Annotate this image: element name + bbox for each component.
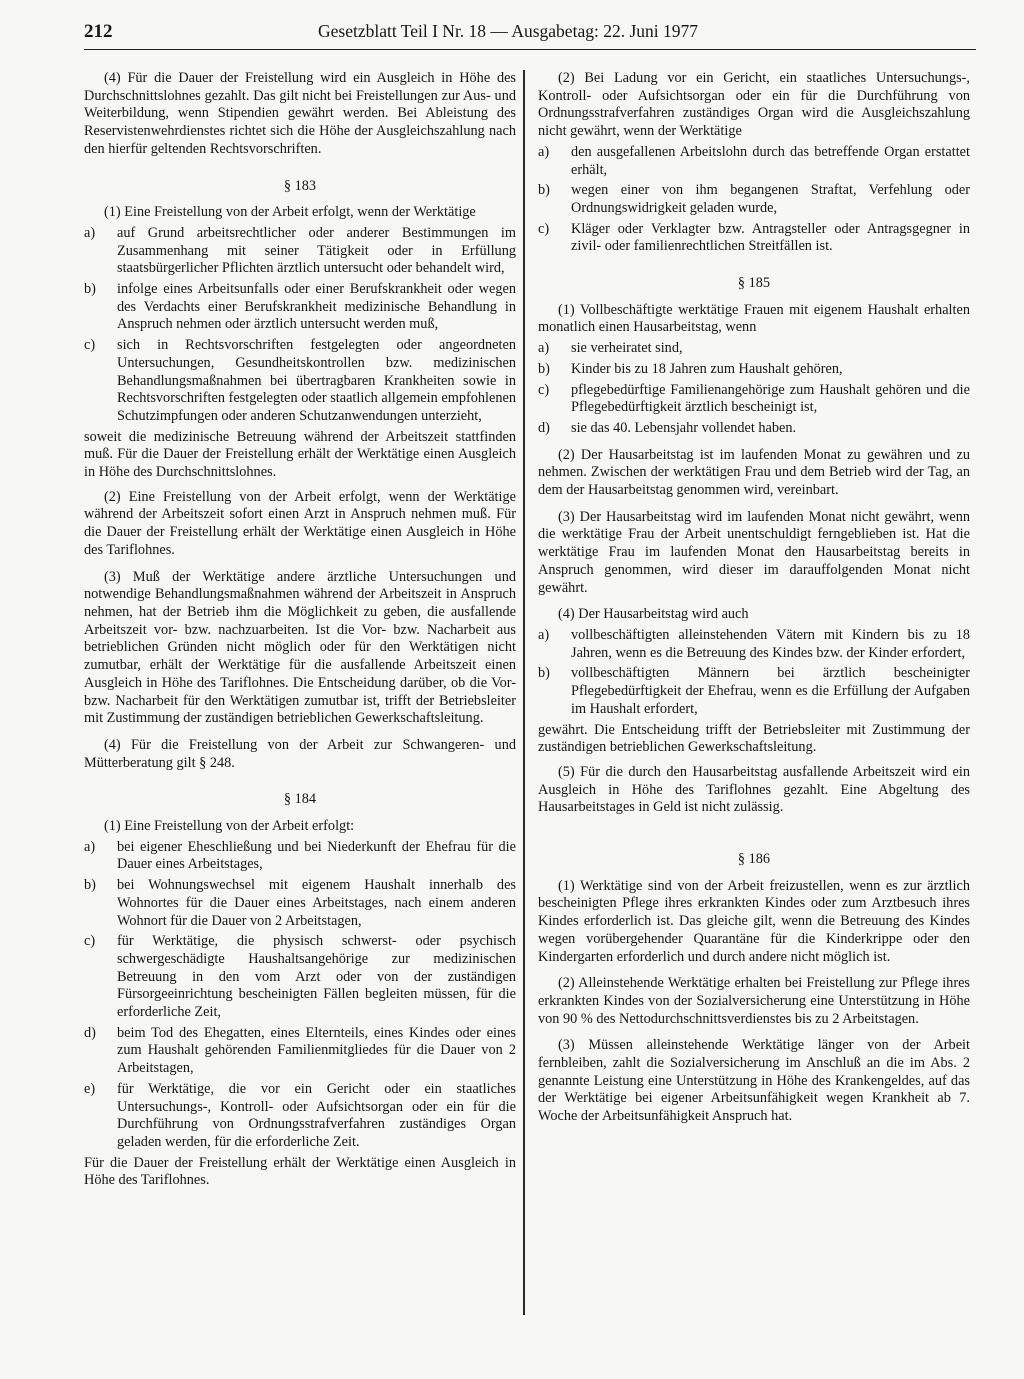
- paragraph-183-2: (2) Eine Freistellung von der Arbeit erfolgt, wenn der Werktätige während der Arbeitszeit sofort einen Arzt in Anspruch nehmen muß. Für die Dauer der Freistellung erhält der Werktätige einen Ausgleich in Höhe des Tariflohnes.: [84, 488, 516, 558]
- list-item: [538, 420, 970, 438]
- list-item-label: e): [84, 1080, 96, 1097]
- list-item: [538, 665, 970, 718]
- section-heading-185: § 185: [737, 275, 771, 292]
- list-item-text: pflegebedürftige Familienangehörige zum Haushalt gehören und die Pflegebedürftigkeit ärztlich bescheinigt ist,: [571, 381, 970, 416]
- list-item-label: b): [538, 182, 550, 199]
- list-item-label: b): [538, 665, 550, 682]
- paragraph-185-1-lead: (1) Vollbeschäftigte werktätige Frauen mit eigenem Haushalt erhalten monatlich einen Hausarbeitstag, wenn: [538, 301, 970, 336]
- list-item-text: Kläger oder Verklagter bzw. Antragsteller oder Antragsgegner in zivil- oder familienrechtlichen Streitfällen ist.: [571, 220, 970, 255]
- list-item-label: a): [538, 340, 550, 357]
- paragraph-185-3: (3) Der Hausarbeitstag wird im laufenden Monat nicht gewährt, wenn die werktätige Frau der Arbeit unentschuldigt ferngeblieben ist. Hat die werktätige Frau im laufenden Monat den Hausarbeitstag bereits in Anspruch genommen, wird dieser im darauffolgenden Monat nicht gewährt.: [538, 508, 970, 596]
- paragraph-185-2: (2) Der Hausarbeitstag ist im laufenden Monat zu gewähren und zu nehmen. Zwischen der werktätigen Frau und dem Betrieb wird der Tag, an dem der Hausarbeitstag genommen wird, vereinbart.: [538, 446, 970, 499]
- list-item-text: Kinder bis zu 18 Jahren zum Haushalt gehören,: [571, 360, 843, 377]
- page-number: 212: [84, 21, 113, 42]
- paragraph-183-1-lead: (1) Eine Freistellung von der Arbeit erfolgt, wenn der Werktätige: [104, 204, 476, 221]
- list-item-text: bei eigener Eheschließung und bei Niederkunft der Ehefrau für die Dauer eines Arbeitstages,: [117, 838, 516, 873]
- paragraph-184-2-lead: (2) Bei Ladung vor ein Gericht, ein staatliches Untersuchungs-, Kontroll- oder Aufsichtsorgan oder ein für die Durchführung von Ordnungsstrafverfahren zuständiges Organ wird die Ausgleichszahlung nicht gewährt, wenn der Werktätige: [538, 70, 970, 140]
- list-item-text: den ausgefallenen Arbeitslohn durch das betreffende Organ erstattet erhält,: [571, 143, 970, 178]
- list-item-label: c): [538, 381, 550, 398]
- list-item: [84, 225, 516, 278]
- paragraph-186-1: (1) Werktätige sind von der Arbeit freizustellen, wenn es zur ärztlich bescheinigten Pflege ihres erkrankten Kindes oder zum Arztbesuch ihres Kindes erforderlich ist. Das gleiche gilt, wenn die Betreuung des Kindes wegen vorübergehender Quarantäne für die Kinderkrippe oder den Kindergarten erforderlich und durch andere nicht möglich ist.: [538, 877, 970, 965]
- paragraph-182-4: (4) Für die Dauer der Freistellung wird ein Ausgleich in Höhe des Durchschnittslohnes gezahlt. Das gilt nicht bei Freistellungen zur Aus- und Weiterbildung, wenn Stipendien gewährt werden. Bei Ableistung des Reservistenwehrdienstes richtet sich die Höhe der Ausgleichszahlung nach den hierfür geltenden Rechtsvorschriften.: [84, 70, 516, 157]
- section-heading-186: § 186: [737, 851, 771, 868]
- list-item: [84, 839, 516, 874]
- paragraph-186-2: (2) Alleinstehende Werktätige erhalten bei Freistellung zur Pflege ihres erkrankten Kindes von der Sozialversicherung eine Unterstützung in Höhe von 90 % des Nettodurchschnittsverdienstes bis zu 2 Arbeitstagen.: [538, 975, 970, 1027]
- list-item-text: beim Tod des Ehegatten, eines Elternteils, eines Kindes oder eines zum Haushalt gehörenden Familienmitgliedes für die Dauer von 2 Arbeitstagen,: [117, 1024, 516, 1077]
- list-item-label: b): [84, 877, 96, 894]
- list-item-label: c): [538, 220, 550, 237]
- paragraph-183-3: (3) Muß der Werktätige andere ärztliche Untersuchungen und notwendige Behandlungsmaßnahmen während der Arbeitszeit in Anspruch nehmen, hat der Betrieb ihm die Möglichkeit zu geben, die ausfallende Arbeitszeit vor- bzw. nachzuarbeiten. Ist die Vor- bzw. Nacharbeit aus betrieblichen Gründen nicht möglich oder für den Werktätigen nicht zumutbar, erhält der Werktätige für die ausfallende Arbeitszeit einen Ausgleich in Höhe des Tariflohnes. Die Entscheidung darüber, ob die Vor- bzw. Nacharbeit für den Werktätigen zumutbar ist, trifft der Betriebsleiter mit Zustimmung der zuständigen betrieblichen Gewerkschaftsleitung.: [84, 568, 516, 727]
- list-item-text: sie das 40. Lebensjahr vollendet haben.: [571, 419, 797, 436]
- list-item-label: d): [84, 1024, 96, 1041]
- list-item-label: a): [538, 626, 550, 643]
- list-item: [538, 361, 970, 379]
- list-item-text: sich in Rechtsvorschriften festgelegten oder angeordneten Untersuchungen, Gesundheitskontrollen bzw. medizinischen Behandlungsmaßnahmen bei übertragbaren Krankheiten sowie in Rechtsvorschriften festgelegten oder staatlich allgemein empfohlenen Schutzimpfungen oder anderen Schutzanwendungen unterzieht,: [117, 337, 516, 424]
- list-item-text: für Werktätige, die vor ein Gericht oder ein staatliches Untersuchungs-, Kontroll- oder Aufsichtsorgan oder ein für die Durchführung von Ordnungsstrafverfahren zuständiges Organ geladen werden, für die erforderliche Zeit.: [117, 1080, 516, 1150]
- list-item: [84, 1081, 516, 1152]
- list-item-text: bei Wohnungswechsel mit eigenem Haushalt innerhalb des Wohnortes für die Dauer eines Arbeitstages, nach einem anderen Wohnort für die Dauer von 2 Arbeitstagen,: [117, 877, 516, 929]
- section-heading-183: § 183: [283, 177, 317, 194]
- list-item-text: infolge eines Arbeitsunfalls oder einer Berufskrankheit oder wegen des Verdachts einer Berufskrankheit medizinische Behandlung in Anspruch nehmen oder ärztlich untersucht werden muß,: [117, 281, 516, 333]
- list-item: [84, 337, 516, 426]
- list-item: [538, 382, 970, 417]
- list-item: [538, 221, 970, 256]
- right-column: [538, 70, 970, 1135]
- paragraph-185-4-lead: (4) Der Hausarbeitstag wird auch: [558, 606, 749, 623]
- list-item: [84, 877, 516, 930]
- gazette-header-title: Gesetzblatt Teil I Nr. 18 — Ausgabetag: 22. Juni 1977: [318, 21, 698, 41]
- list-item: [538, 182, 970, 217]
- paragraph-185-4-tail: gewährt. Die Entscheidung trifft der Betriebsleiter mit Zustimmung der zuständigen betrieblichen Gewerkschaftsleitung.: [538, 721, 970, 756]
- list-item-text: für Werktätige, die physisch schwerst- oder psychisch schwergeschädigte Haushaltsangehörige zur medizinischen Betreuung in den vom Arzt oder von der zuständigen Fürsorgeeinrichtung bescheinigten Fällen begleiten müssen, für die erforderliche Zeit,: [117, 933, 516, 1021]
- section-heading-184: § 184: [283, 791, 317, 808]
- list-item-text: auf Grund arbeitsrechtlicher oder anderer Bestimmungen im Zusammenhang mit seiner Tätigkeit oder in Erfüllung staatsbürgerlicher Pflichten ärztlich untersucht oder behandelt wird,: [117, 224, 516, 277]
- list-item: [538, 340, 970, 358]
- list-item: [84, 281, 516, 334]
- page-header: [84, 18, 976, 50]
- list-item-label: a): [538, 143, 550, 160]
- list-item: [538, 627, 970, 662]
- paragraph-183-4: (4) Für die Freistellung von der Arbeit zur Schwangeren- und Mütterberatung gilt § 248.: [84, 736, 516, 771]
- list-item-text: vollbeschäftigten alleinstehenden Vätern mit Kindern bis zu 18 Jahren, wenn es die Betreuung des Kindes bzw. der Kinder erfordert,: [571, 626, 970, 661]
- paragraph-183-1-tail: soweit die medizinische Betreuung während der Arbeitszeit stattfinden muß. Für die Dauer der Freistellung erhält der Werktätige einen Ausgleich in Höhe des Durchschnittslohnes.: [84, 428, 516, 481]
- left-column: [84, 70, 516, 1197]
- list-item: [538, 144, 970, 179]
- paragraph-186-3: (3) Müssen alleinstehende Werktätige länger von der Arbeit fernbleiben, zahlt die Sozialversicherung im Anschluß an die im Abs. 2 genannte Leistung eine Unterstützung in Höhe des Krankengeldes, auf das der Werktätige bei eigener Arbeitsunfähigkeit wegen Krankheit ab 7. Woche der Arbeitsunfähigkeit Anspruch hat.: [538, 1037, 970, 1125]
- list-item-label: c): [84, 337, 96, 354]
- list-item-label: c): [84, 933, 96, 950]
- list-item: [84, 1025, 516, 1078]
- paragraph-185-5: (5) Für die durch den Hausarbeitstag ausfallende Arbeitszeit wird ein Ausgleich in Höhe des Tariflohnes gezahlt. Eine Abgeltung des Hausarbeitstages in Geld ist nicht zulässig.: [538, 763, 970, 816]
- list-item-label: d): [538, 419, 550, 436]
- list-item-label: a): [84, 838, 96, 855]
- paragraph-184-1-lead: (1) Eine Freistellung von der Arbeit erfolgt:: [104, 818, 355, 835]
- column-divider: [523, 70, 525, 1315]
- list-item-text: sie verheiratet sind,: [571, 340, 683, 357]
- list-item-text: wegen einer von ihm begangenen Straftat, Verfehlung oder Ordnungswidrigkeit geladen wurde,: [571, 182, 970, 216]
- list-item: [84, 933, 516, 1022]
- list-item-text: vollbeschäftigten Männern bei ärztlich bescheinigter Pflegebedürftigkeit der Ehefrau, wenn es die Erfüllung der Aufgaben im Haushalt erfordert,: [571, 665, 970, 717]
- list-item-label: b): [84, 281, 96, 298]
- paragraph-184-1-tail: Für die Dauer der Freistellung erhält der Werktätige einen Ausgleich in Höhe des Tariflohnes.: [84, 1154, 516, 1189]
- list-item-label: a): [84, 224, 96, 241]
- list-item-label: b): [538, 360, 550, 377]
